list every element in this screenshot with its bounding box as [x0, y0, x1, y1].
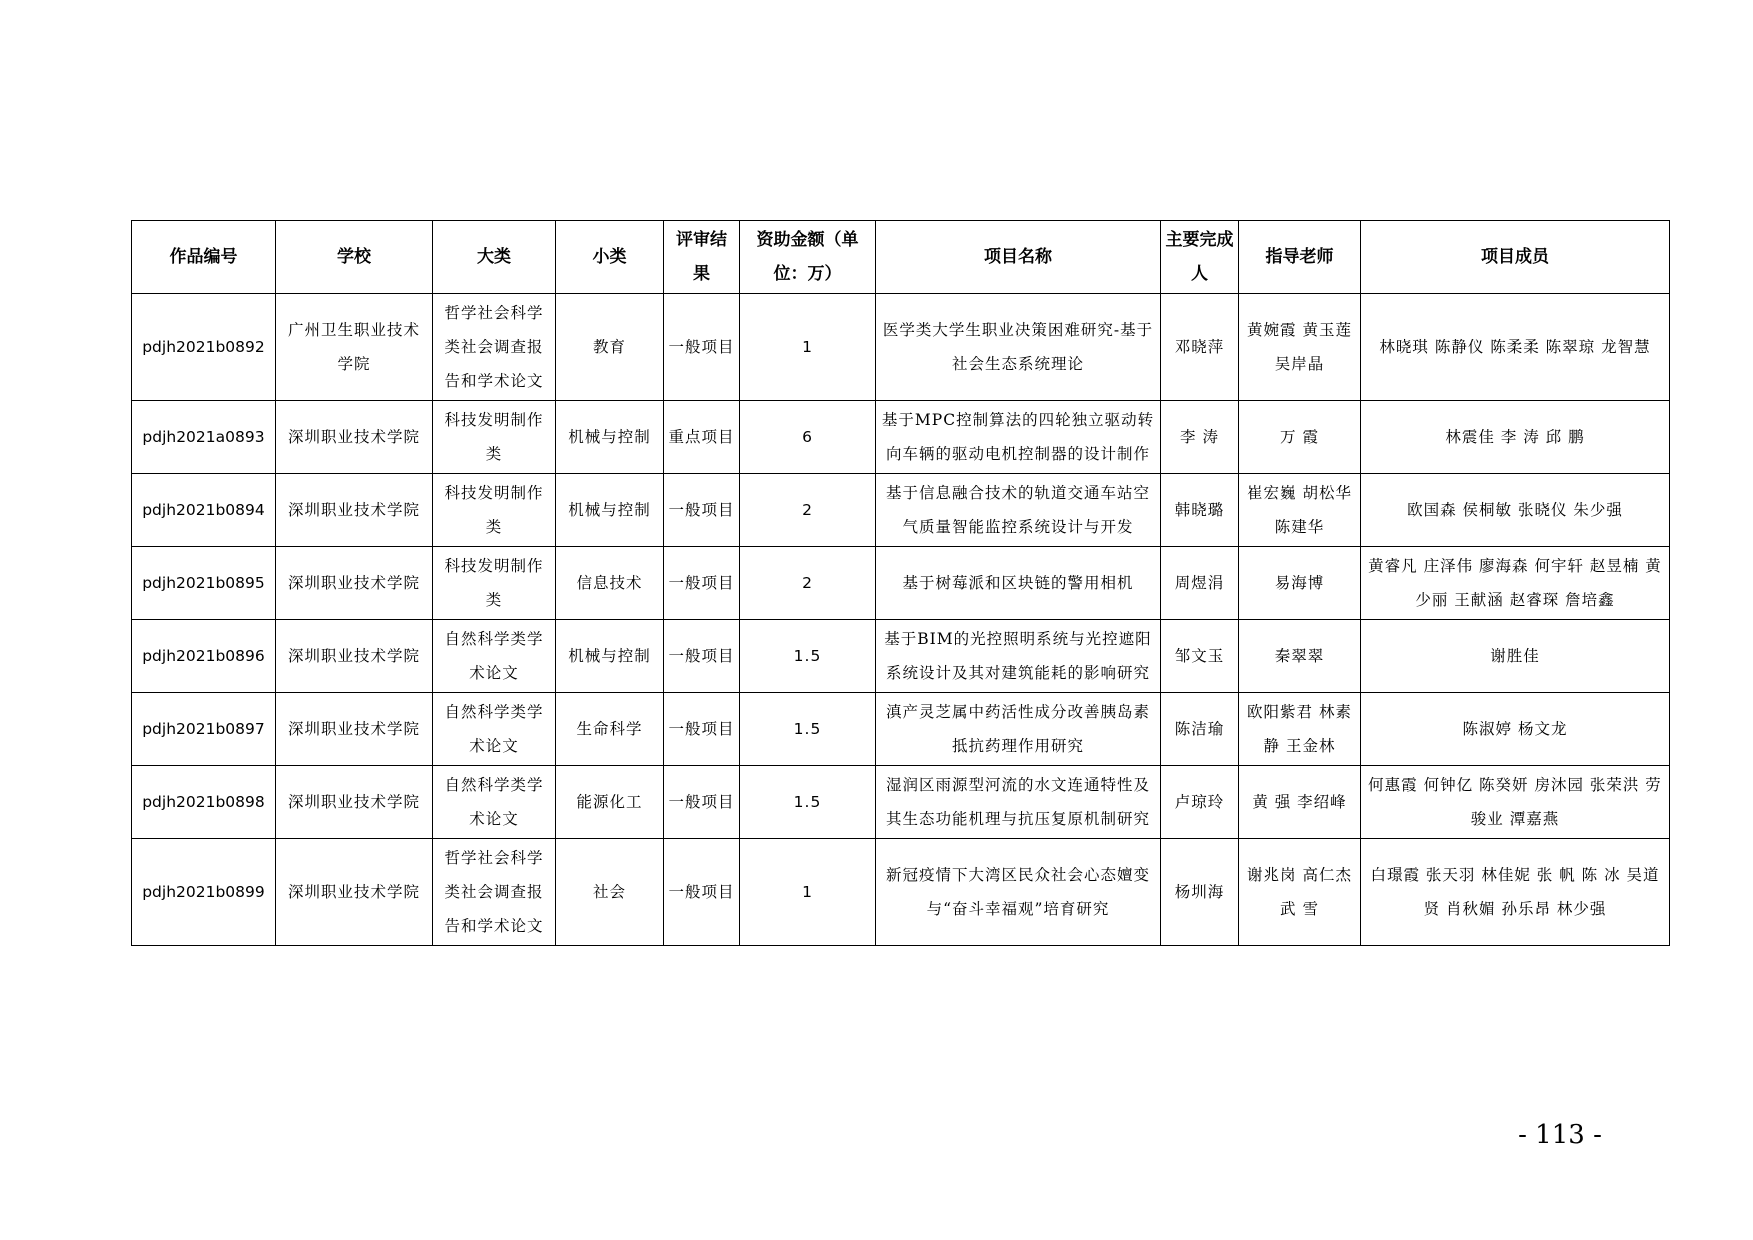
cell-funding: 1.5 [740, 766, 876, 839]
table-row [132, 401, 1670, 474]
header-school: 学校 [276, 221, 433, 294]
cell-id: pdjh2021b0895 [132, 547, 276, 620]
cell-subcategory: 机械与控制 [556, 474, 664, 547]
table-row [132, 547, 1670, 620]
cell-subcategory: 信息技术 [556, 547, 664, 620]
cell-subcategory: 社会 [556, 839, 664, 946]
cell-members: 何惠霞 何钟亿 陈癸妍 房沐园 张荣洪 劳骏业 潭嘉燕 [1361, 766, 1670, 839]
cell-school: 深圳职业技术学院 [276, 839, 433, 946]
cell-school: 广州卫生职业技术学院 [276, 294, 433, 401]
cell-result: 一般项目 [664, 693, 740, 766]
cell-category: 哲学社会科学类社会调查报告和学术论文 [433, 839, 556, 946]
cell-category: 自然科学类学术论文 [433, 766, 556, 839]
cell-funding: 2 [740, 474, 876, 547]
cell-leader: 杨圳海 [1161, 839, 1239, 946]
cell-school: 深圳职业技术学院 [276, 620, 433, 693]
cell-result: 一般项目 [664, 474, 740, 547]
cell-project: 基于BIM的光控照明系统与光控遮阳系统设计及其对建筑能耗的影响研究 [876, 620, 1161, 693]
cell-project: 医学类大学生职业决策困难研究-基于社会生态系统理论 [876, 294, 1161, 401]
cell-leader: 邓晓萍 [1161, 294, 1239, 401]
cell-category: 自然科学类学术论文 [433, 693, 556, 766]
cell-project: 新冠疫情下大湾区民众社会心态嬗变与“奋斗幸福观”培育研究 [876, 839, 1161, 946]
cell-subcategory: 生命科学 [556, 693, 664, 766]
cell-leader: 周煜涓 [1161, 547, 1239, 620]
cell-id: pdjh2021b0892 [132, 294, 276, 401]
results-table [131, 220, 1670, 946]
table-row [132, 839, 1670, 946]
header-result: 评审结果 [664, 221, 740, 294]
cell-id: pdjh2021b0896 [132, 620, 276, 693]
cell-subcategory: 能源化工 [556, 766, 664, 839]
cell-result: 一般项目 [664, 547, 740, 620]
cell-result: 一般项目 [664, 839, 740, 946]
cell-school: 深圳职业技术学院 [276, 766, 433, 839]
cell-project: 湿润区雨源型河流的水文连通特性及其生态功能机理与抗压复原机制研究 [876, 766, 1161, 839]
cell-school: 深圳职业技术学院 [276, 693, 433, 766]
cell-members: 欧国森 侯桐敏 张晓仪 朱少强 [1361, 474, 1670, 547]
cell-leader: 陈洁瑜 [1161, 693, 1239, 766]
table-row [132, 294, 1670, 401]
header-subcategory: 小类 [556, 221, 664, 294]
cell-result: 一般项目 [664, 294, 740, 401]
cell-funding: 6 [740, 401, 876, 474]
cell-project: 基于MPC控制算法的四轮独立驱动转向车辆的驱动电机控制器的设计制作 [876, 401, 1161, 474]
page-number: - 113 - [1518, 1120, 1602, 1150]
cell-advisor: 秦翠翠 [1239, 620, 1361, 693]
cell-id: pdjh2021b0894 [132, 474, 276, 547]
cell-result: 重点项目 [664, 401, 740, 474]
cell-id: pdjh2021b0897 [132, 693, 276, 766]
cell-funding: 1.5 [740, 620, 876, 693]
cell-leader: 邹文玉 [1161, 620, 1239, 693]
table-body [132, 294, 1670, 946]
cell-advisor: 万 霞 [1239, 401, 1361, 474]
cell-project: 基于信息融合技术的轨道交通车站空气质量智能监控系统设计与开发 [876, 474, 1161, 547]
cell-id: pdjh2021b0898 [132, 766, 276, 839]
header-row [132, 221, 1670, 294]
cell-subcategory: 教育 [556, 294, 664, 401]
header-category: 大类 [433, 221, 556, 294]
table-row [132, 474, 1670, 547]
cell-project: 滇产灵芝属中药活性成分改善胰岛素抵抗药理作用研究 [876, 693, 1161, 766]
cell-members: 林震佳 李 涛 邱 鹏 [1361, 401, 1670, 474]
cell-subcategory: 机械与控制 [556, 401, 664, 474]
table-row [132, 693, 1670, 766]
cell-category: 科技发明制作类 [433, 474, 556, 547]
header-leader: 主要完成人 [1161, 221, 1239, 294]
cell-funding: 1.5 [740, 693, 876, 766]
cell-school: 深圳职业技术学院 [276, 547, 433, 620]
cell-funding: 2 [740, 547, 876, 620]
cell-funding: 1 [740, 294, 876, 401]
cell-members: 黄睿凡 庄泽伟 廖海森 何宇轩 赵昱楠 黄少丽 王献涵 赵睿琛 詹培鑫 [1361, 547, 1670, 620]
cell-leader: 卢琼玲 [1161, 766, 1239, 839]
cell-leader: 韩晓璐 [1161, 474, 1239, 547]
cell-funding: 1 [740, 839, 876, 946]
cell-id: pdjh2021a0893 [132, 401, 276, 474]
cell-members: 谢胜佳 [1361, 620, 1670, 693]
table-row [132, 766, 1670, 839]
cell-advisor: 黄婉霞 黄玉莲 吴岸晶 [1239, 294, 1361, 401]
header-advisor: 指导老师 [1239, 221, 1361, 294]
cell-advisor: 易海博 [1239, 547, 1361, 620]
header-project: 项目名称 [876, 221, 1161, 294]
cell-advisor: 谢兆岗 高仁杰 武 雪 [1239, 839, 1361, 946]
cell-school: 深圳职业技术学院 [276, 474, 433, 547]
cell-result: 一般项目 [664, 620, 740, 693]
header-funding: 资助金额（单位：万） [740, 221, 876, 294]
table-row [132, 620, 1670, 693]
cell-leader: 李 涛 [1161, 401, 1239, 474]
cell-advisor: 黄 强 李绍峰 [1239, 766, 1361, 839]
cell-members: 林晓琪 陈静仪 陈柔柔 陈翠琼 龙智慧 [1361, 294, 1670, 401]
cell-members: 陈淑婷 杨文龙 [1361, 693, 1670, 766]
table-header [132, 221, 1670, 294]
cell-id: pdjh2021b0899 [132, 839, 276, 946]
cell-project: 基于树莓派和区块链的警用相机 [876, 547, 1161, 620]
cell-category: 自然科学类学术论文 [433, 620, 556, 693]
cell-advisor: 崔宏巍 胡松华 陈建华 [1239, 474, 1361, 547]
cell-school: 深圳职业技术学院 [276, 401, 433, 474]
cell-result: 一般项目 [664, 766, 740, 839]
cell-subcategory: 机械与控制 [556, 620, 664, 693]
cell-members: 白璟霞 张天羽 林佳妮 张 帆 陈 冰 吴道贤 肖秋媚 孙乐昂 林少强 [1361, 839, 1670, 946]
cell-category: 哲学社会科学类社会调查报告和学术论文 [433, 294, 556, 401]
header-members: 项目成员 [1361, 221, 1670, 294]
header-id: 作品编号 [132, 221, 276, 294]
cell-category: 科技发明制作类 [433, 547, 556, 620]
cell-category: 科技发明制作类 [433, 401, 556, 474]
cell-advisor: 欧阳紫君 林素静 王金林 [1239, 693, 1361, 766]
